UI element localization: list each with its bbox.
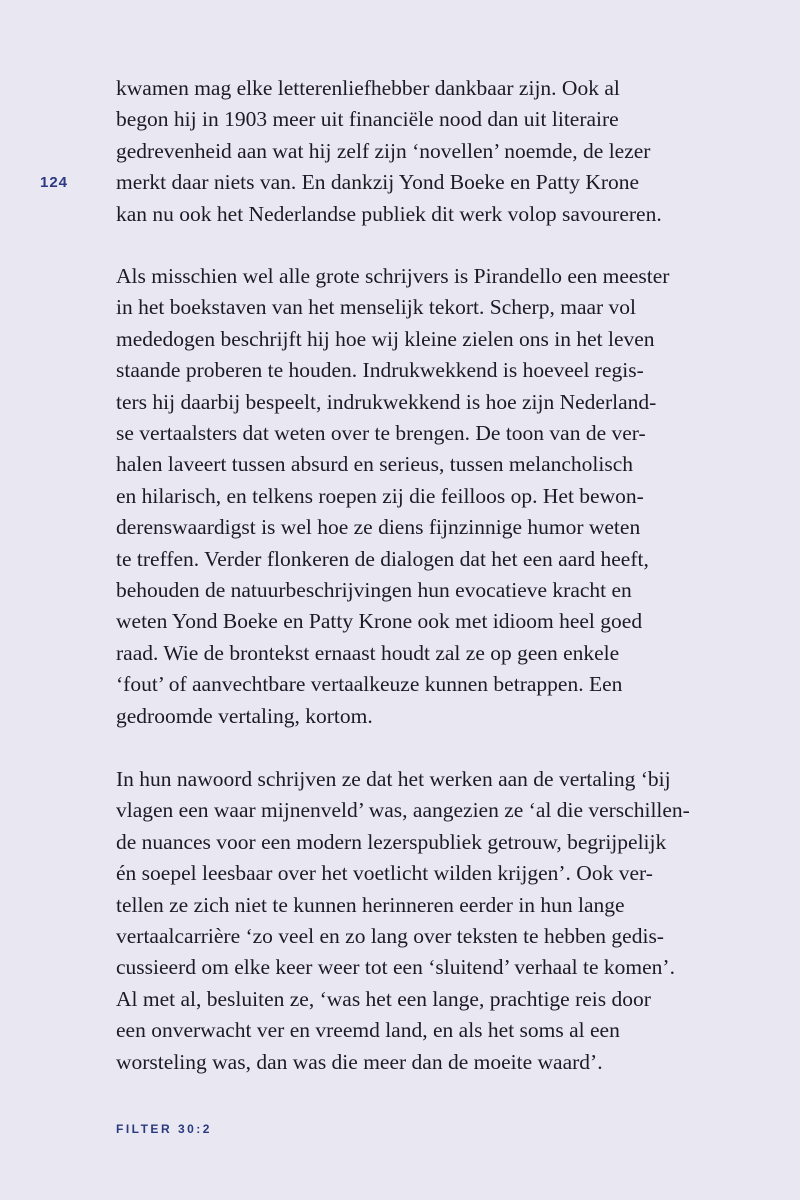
text-line: én soepel leesbaar over het voetlicht wilden krijgen’. Ook ver- — [116, 861, 653, 886]
journal-footer: FILTER 30:2 — [116, 1122, 212, 1136]
text-line: ters hij daarbij bespeelt, indrukwekkend is hoe zijn Nederland- — [116, 389, 657, 414]
page-number: 124 — [40, 174, 69, 191]
text-line: en hilarisch, en telkens roepen zij die feilloos op. Het bewon- — [116, 483, 644, 508]
text-line: kwamen mag elke letterenliefhebber dankbaar zijn. Ook al — [116, 76, 620, 100]
text-line: een onverwacht ver en vreemd land, en als het soms al een — [116, 1018, 620, 1043]
text-line: de nuances voor een modern lezerspubliek getrouw, begrijpelijk — [116, 829, 667, 854]
paragraph-1 — [116, 73, 691, 230]
text-line: derenswaardigst is wel hoe ze diens fijnzinnige humor weten — [116, 515, 641, 540]
text-line: vlagen een waar mijnenveld’ was, aangezien ze ‘al die verschillen- — [116, 798, 690, 823]
text-line: In hun nawoord schrijven ze dat het werken aan de vertaling ‘bij — [116, 767, 671, 791]
text-line: tellen ze zich niet te kunnen herinneren eerder in hun lange — [116, 892, 625, 917]
text-line: behouden de natuurbeschrijvingen hun evocatieve kracht en — [116, 578, 632, 603]
text-line: kan nu ook het Nederlandse publiek dit werk volop savoureren. — [116, 201, 662, 226]
text-line: cussieerd om elke keer weer tot een ‘sluitend’ verhaal te komen’. — [116, 955, 675, 980]
text-line: Al met al, besluiten ze, ‘was het een lange, prachtige reis door — [116, 986, 651, 1011]
text-line: vertaalcarrière ‘zo veel en zo lang over teksten te hebben gedis- — [116, 924, 664, 949]
text-line: Als misschien wel alle grote schrijvers is Pirandello een meester — [116, 264, 670, 288]
text-line: se vertaalsters dat weten over te brengen. De toon van de ver- — [116, 421, 646, 446]
paragraph-3 — [116, 764, 691, 1078]
text-line: in het boekstaven van het menselijk tekort. Scherp, maar vol — [116, 295, 637, 320]
text-line: begon hij in 1903 meer uit financiële nood dan uit literaire — [116, 107, 619, 132]
text-line: ‘fout’ of aanvechtbare vertaalkeuze kunnen betrappen. Een — [116, 672, 623, 697]
text-line: mededogen beschrijft hij hoe wij kleine zielen ons in het leven — [116, 326, 655, 351]
paragraph-2 — [116, 261, 691, 732]
text-line: gedrevenheid aan wat hij zelf zijn ‘novellen’ noemde, de lezer — [116, 138, 651, 163]
text-line: raad. Wie de brontekst ernaast houdt zal ze op geen enkele — [116, 640, 620, 665]
text-line: te treffen. Verder flonkeren de dialogen dat het een aard heeft, — [116, 546, 649, 571]
text-line: gedroomde vertaling, kortom. — [116, 703, 373, 728]
text-line: staande proberen te houden. Indrukwekkend is hoeveel regis- — [116, 358, 644, 383]
text-line: worsteling was, dan was die meer dan de moeite waard’. — [116, 1049, 603, 1074]
text-line: merkt daar niets van. En dankzij Yond Boeke en Patty Krone — [116, 170, 640, 195]
text-line: weten Yond Boeke en Patty Krone ook met idioom heel goed — [116, 609, 643, 634]
text-line: halen laveert tussen absurd en serieus, tussen melancholisch — [116, 452, 634, 477]
